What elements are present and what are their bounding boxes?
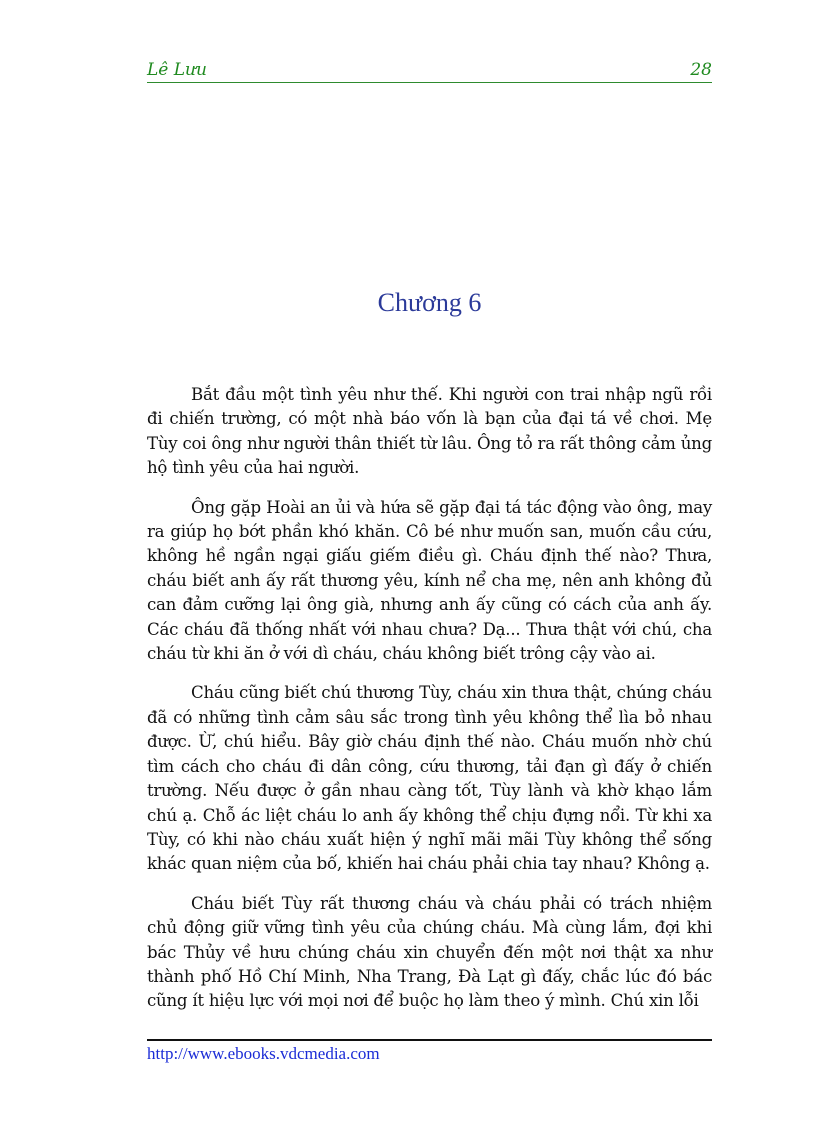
paragraph: Cháu cũng biết chú thương Tùy, cháu xin thưa thật, chúng cháu đã có những tình cảm sâu sắc trong tình yêu không thể lìa bỏ nhau được. Ừ, chú hiểu. Bây giờ cháu định thế nào. Cháu muốn nhờ chú tìm cách cho cháu đi dân công, cứu thương, tải đạn gì đấy ở chiến trường. Nếu được ở gần nhau càng tốt, Tùy lành và khờ khạo lắm chú ạ. Chỗ ác liệt cháu lo anh ấy không thể chịu đựng nổi. Từ khi xa Tùy, có khi nào cháu xuất hiện ý nghĩ mãi mãi Tùy không thể sống khác quan niệm của bố, khiến hai cháu phải chia tay nhau? Không ạ. [147, 683, 712, 874]
paragraph: Bắt đầu một tình yêu như thế. Khi người con trai nhập ngũ rồi đi chiến trường, có một nhà báo vốn là bạn của đại tá về chơi. Mẹ Tùy coi ông như người thân thiết từ lâu. Ông tỏ ra rất thông cảm ủng hộ tình yêu của hai người. [147, 385, 712, 478]
body-text [147, 383, 712, 1029]
header-author: Lê Lưu [147, 60, 207, 80]
paragraph: Ông gặp Hoài an ủi và hứa sẽ gặp đại tá tác động vào ông, may ra giúp họ bớt phần khó khăn. Cô bé như muốn san, muốn cầu cứu, không hề ngần ngại giấu giếm điều gì. Cháu định thế nào? Thưa, cháu biết anh ấy rất thương yêu, kính nể cha mẹ, nên anh không đủ can đảm cưỡng lại ông già, nhưng anh ấy cũng có cách của anh ấy. Các cháu đã thống nhất với nhau chưa? Dạ... Thưa thật với chú, cha cháu từ khi ăn ở với dì cháu, cháu không biết trông cậy vào ai. [147, 497, 712, 664]
page-number: 28 [690, 60, 712, 80]
paragraph: Cháu biết Tùy rất thương cháu và cháu phải có trách nhiệm chủ động giữ vững tình yêu của chúng cháu. Mà cùng lắm, đợi khi bác Thủy về hưu chúng cháu xin chuyển đến một nơi thật xa như thành phố Hồ Chí Minh, Nha Trang, Đà Lạt gì đấy, chắc lúc đó bác cũng ít hiệu lực với mọi nơi để buộc họ làm theo ý mình. Chú xin lỗi [147, 893, 712, 1011]
page-header [147, 60, 712, 83]
chapter-title: Chương 6 [377, 288, 482, 317]
footer-divider [147, 1039, 712, 1041]
footer-url-link[interactable]: http://www.ebooks.vdcmedia.com [147, 1044, 380, 1063]
